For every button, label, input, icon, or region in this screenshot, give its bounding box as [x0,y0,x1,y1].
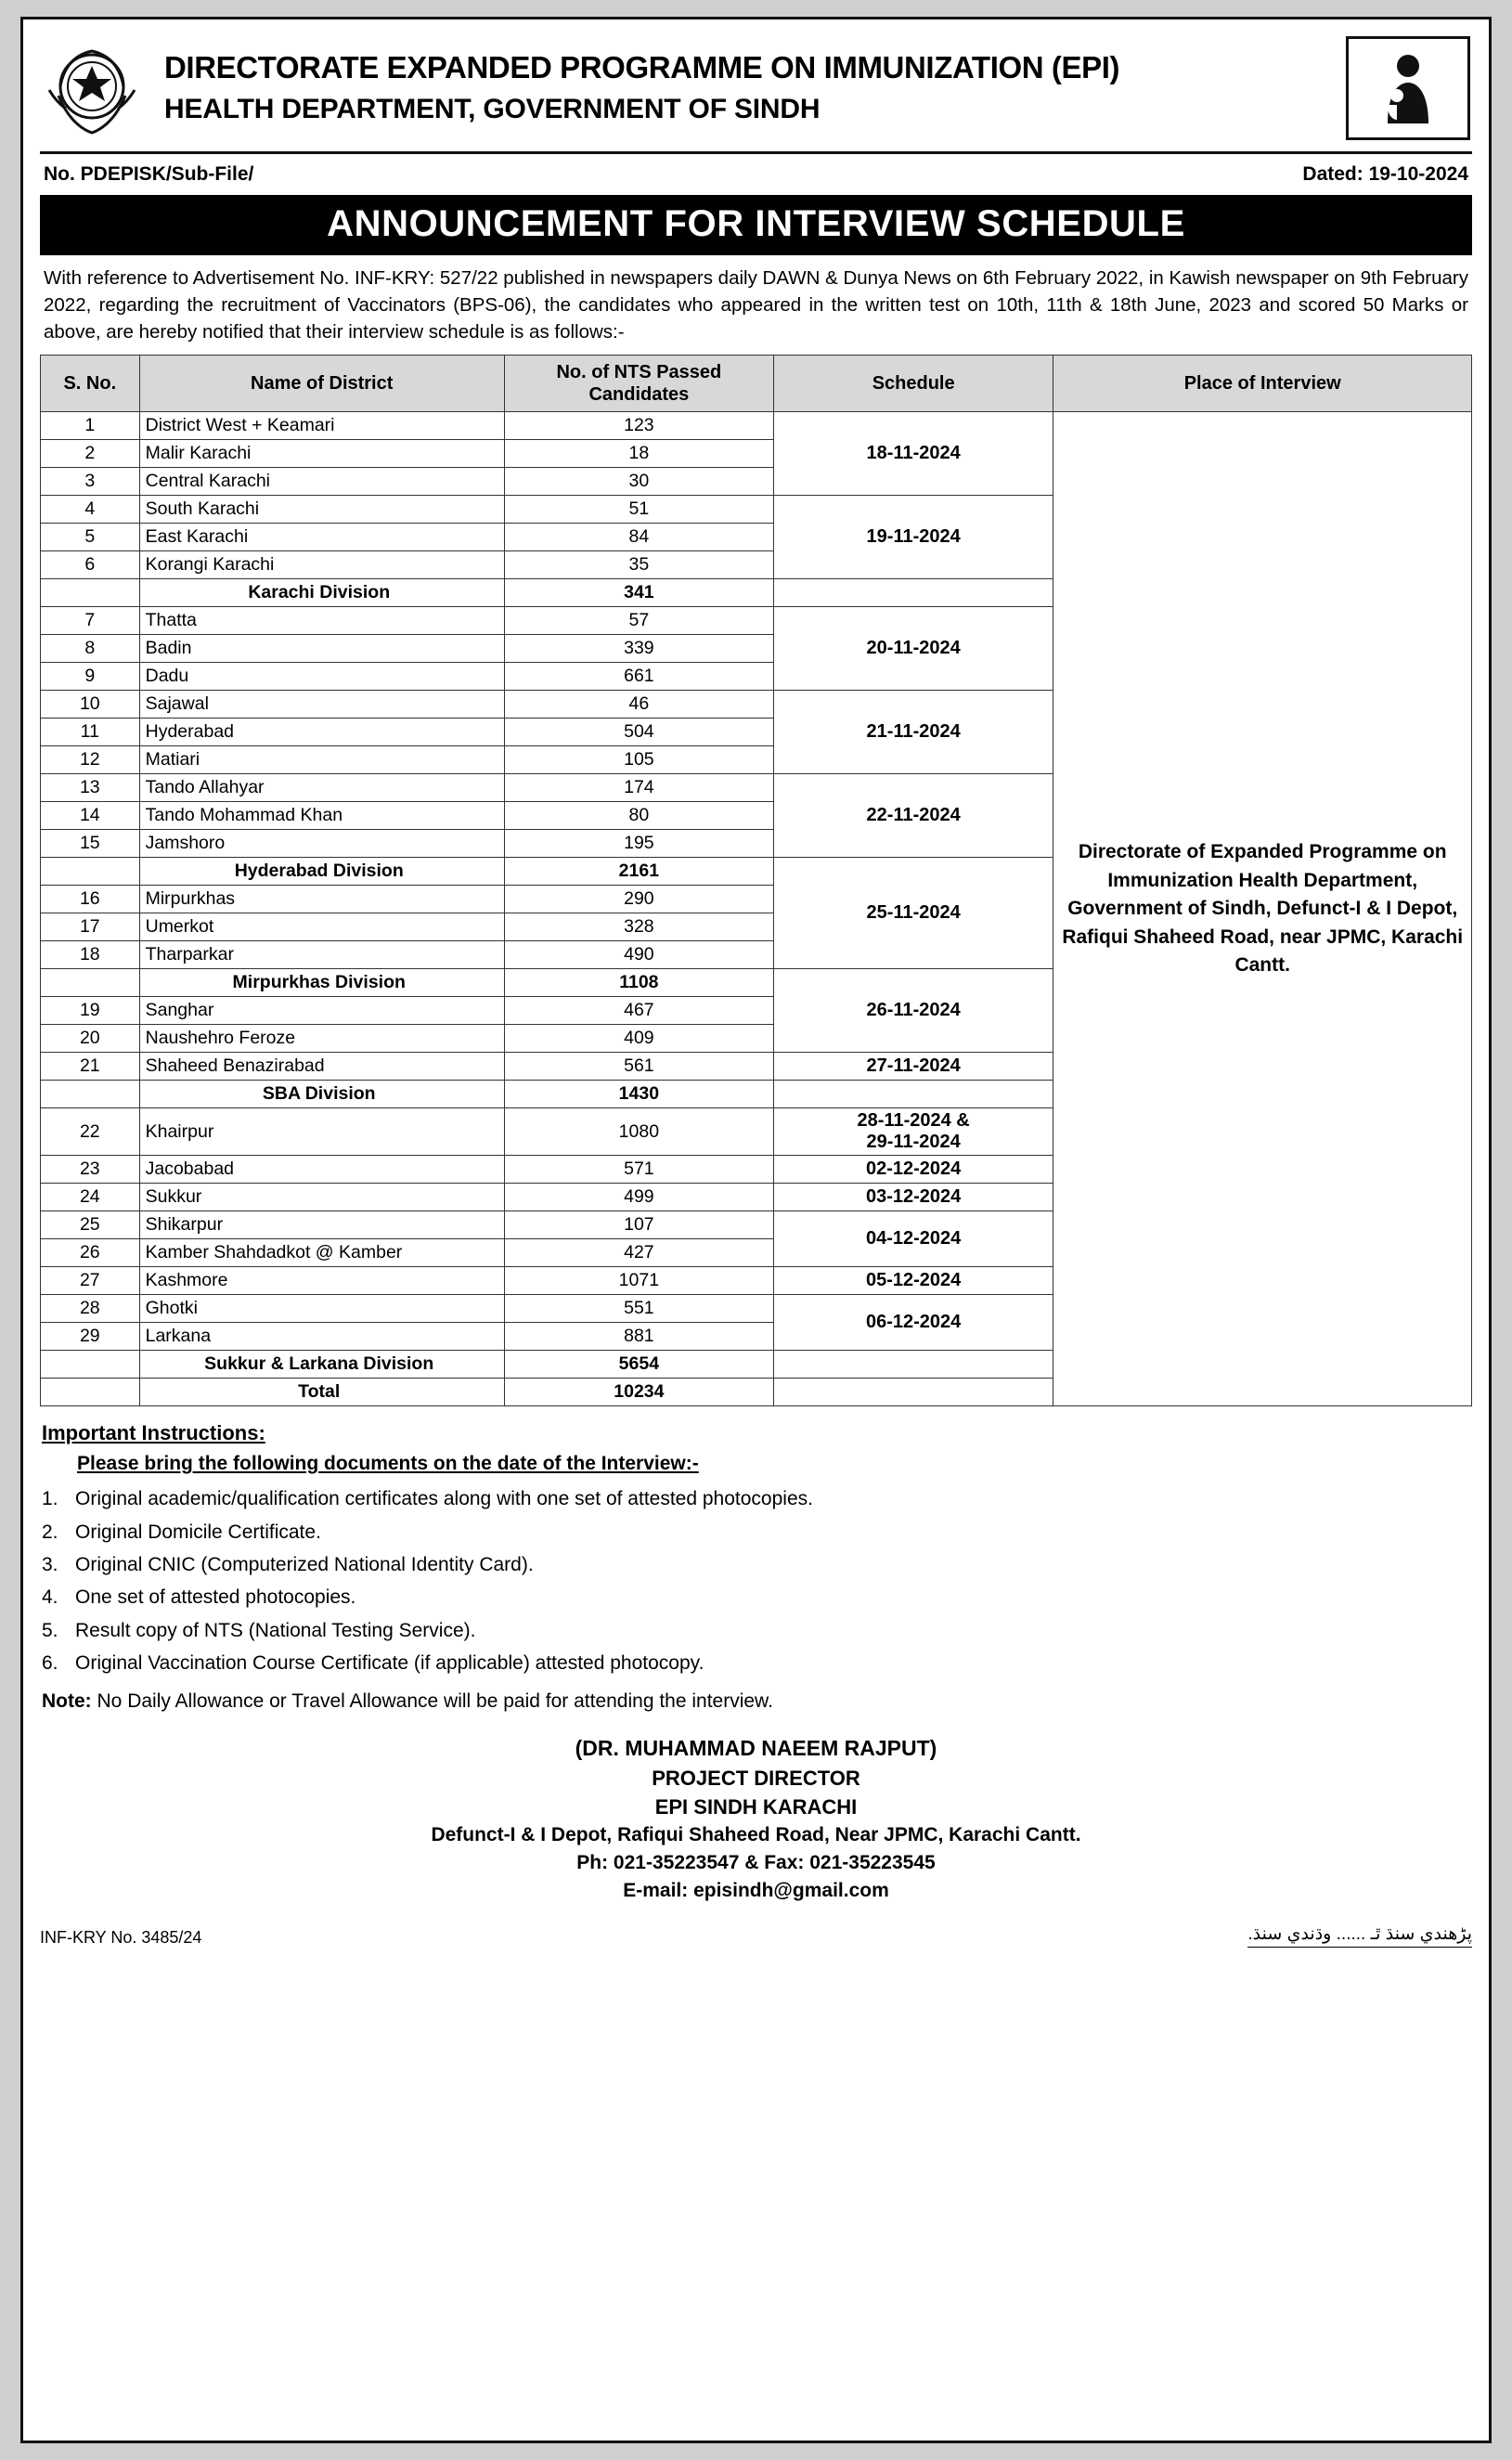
instructions-list [42,1482,1472,1679]
cell-sno: 23 [41,1156,140,1184]
cell-candidates: 2161 [504,858,773,886]
cell-district: Malir Karachi [139,440,504,468]
cell-sno: 19 [41,997,140,1025]
cell-candidates: 35 [504,551,773,579]
cell-sno [41,1081,140,1108]
cell-candidates: 341 [504,579,773,607]
cell-district: Kamber Shahdadkot @ Kamber [139,1239,504,1267]
document-header [40,32,1472,149]
cell-district: Badin [139,635,504,663]
cell-sno [41,858,140,886]
cell-district: Jamshoro [139,830,504,858]
instruction-item [42,1516,1472,1548]
instructions-title: Important Instructions: [42,1421,265,1445]
instruction-item [42,1548,1472,1581]
instruction-text: Original Domicile Certificate. [75,1521,321,1543]
reference-line [40,154,1472,195]
instruction-text: Original Vaccination Course Certificate (if applicable) attested photocopy. [75,1651,704,1674]
department-name: HEALTH DEPARTMENT, GOVERNMENT OF SINDH [164,93,821,124]
cell-sno [41,969,140,997]
instruction-number: 6. [42,1651,58,1674]
cell-candidates: 123 [504,412,773,440]
note-text: No Daily Allowance or Travel Allowance will be paid for attending the interview. [97,1690,773,1713]
cell-sno: 27 [41,1267,140,1295]
signatory-office: EPI SINDH KARACHI [654,1795,858,1819]
col-sno: S. No. [41,356,140,412]
signatory-phone: Ph: 021-35223547 & Fax: 021-35223545 [576,1852,936,1874]
signatory-email: E-mail: episindh@gmail.com [623,1879,889,1901]
cell-sno: 5 [41,524,140,551]
cell-district: Mirpurkhas Division [139,969,504,997]
cell-sno: 25 [41,1211,140,1239]
cell-schedule [773,1351,1053,1379]
instruction-number: 4. [42,1586,58,1609]
cell-district: Naushehro Feroze [139,1025,504,1053]
cell-sno: 17 [41,913,140,941]
instruction-number: 5. [42,1619,58,1641]
cell-candidates: 107 [504,1211,773,1239]
cell-schedule [773,1379,1053,1406]
cell-sno: 4 [41,496,140,524]
cell-candidates: 290 [504,886,773,913]
cell-district: Ghotki [139,1295,504,1323]
cell-candidates: 174 [504,774,773,802]
table-row [41,412,1472,440]
cell-district: Sanghar [139,997,504,1025]
cell-candidates: 105 [504,746,773,774]
cell-district: Sukkur [139,1184,504,1211]
signatory-designation: PROJECT DIRECTOR [652,1766,860,1790]
instruction-item [42,1647,1472,1679]
cell-district: Hyderabad [139,719,504,746]
instruction-text: Result copy of NTS (National Testing Service). [75,1619,476,1641]
instruction-text: One set of attested photocopies. [75,1586,356,1609]
cell-sno: 16 [41,886,140,913]
instructions-note [42,1690,1472,1713]
cell-candidates: 57 [504,607,773,635]
cell-district: Tando Allahyar [139,774,504,802]
urdu-slogan: پڑھندي سنڌ ٿـ ...... وڌندي سنڌ. [1247,1923,1472,1948]
cell-candidates: 46 [504,691,773,719]
cell-district: Tharparkar [139,941,504,969]
cell-schedule: 03-12-2024 [773,1184,1053,1211]
signatory-address: Defunct-I & I Depot, Rafiqui Shaheed Road, Near JPMC, Karachi Cantt. [431,1824,1081,1846]
col-schedule: Schedule [773,356,1053,412]
cell-sno: 22 [41,1108,140,1156]
cell-schedule: 26-11-2024 [773,969,1053,1053]
cell-candidates: 80 [504,802,773,830]
signature-block [40,1733,1472,1905]
cell-district: Khairpur [139,1108,504,1156]
cell-candidates: 328 [504,913,773,941]
cell-district: SBA Division [139,1081,504,1108]
cell-district: Shikarpur [139,1211,504,1239]
cell-schedule [773,579,1053,607]
intro-paragraph: With reference to Advertisement No. INF-KRY: 527/22 published in newspapers daily DAWN & Dunya News on 6th February 2022, in Kawish newspaper on 9th February 2022, regarding the recruitment of Vaccinators (BPS-06), the candidates who appeared in the written test on 10th, 11th & 18th June, 2023 and scored 50 Marks or above, are hereby notified that their interview schedule is as follows:- [44,267,1468,343]
cell-place-of-interview: Directorate of Expanded Programme on Immunization Health Department, Government of Sindh, Defunct-I & I Depot, Rafiqui Shaheed Road, near JPMC, Karachi Cantt. [1053,412,1472,1406]
instruction-item [42,1581,1472,1613]
cell-district: Total [139,1379,504,1406]
cell-sno: 1 [41,412,140,440]
cell-schedule: 02-12-2024 [773,1156,1053,1184]
cell-district: Dadu [139,663,504,691]
cell-sno: 28 [41,1295,140,1323]
col-place: Place of Interview [1053,356,1472,412]
cell-district: Larkana [139,1323,504,1351]
cell-district: Kashmore [139,1267,504,1295]
cell-schedule: 04-12-2024 [773,1211,1053,1267]
cell-sno: 20 [41,1025,140,1053]
cell-schedule: 19-11-2024 [773,496,1053,579]
table-header-row [41,356,1472,412]
cell-sno: 14 [41,802,140,830]
cell-candidates: 467 [504,997,773,1025]
cell-sno [41,1379,140,1406]
table-head [41,356,1472,412]
cell-sno: 13 [41,774,140,802]
instruction-text: Original CNIC (Computerized National Identity Card). [75,1553,534,1575]
cell-candidates: 84 [504,524,773,551]
cell-sno: 24 [41,1184,140,1211]
col-candidates: No. of NTS Passed Candidates [504,356,773,412]
signatory-name: (DR. MUHAMMAD NAEEM RAJPUT) [575,1736,937,1761]
cell-sno: 18 [41,941,140,969]
cell-candidates: 339 [504,635,773,663]
inf-number: INF-KRY No. 3485/24 [40,1927,202,1947]
cell-sno: 21 [41,1053,140,1081]
interview-schedule-table [40,355,1472,1406]
cell-candidates: 504 [504,719,773,746]
cell-district: East Karachi [139,524,504,551]
cell-candidates: 10234 [504,1379,773,1406]
cell-sno: 6 [41,551,140,579]
cell-district: Korangi Karachi [139,551,504,579]
table-body [41,412,1472,1406]
cell-district: Mirpurkhas [139,886,504,913]
cell-sno: 10 [41,691,140,719]
cell-candidates: 561 [504,1053,773,1081]
cell-schedule: 20-11-2024 [773,607,1053,691]
note-label: Note: [42,1690,92,1713]
cell-candidates: 1071 [504,1267,773,1295]
cell-schedule: 22-11-2024 [773,774,1053,858]
cell-schedule: 27-11-2024 [773,1053,1053,1081]
cell-sno: 29 [41,1323,140,1351]
dated-label: Dated: 19-10-2024 [1302,163,1468,185]
cell-schedule [773,1081,1053,1108]
cell-candidates: 881 [504,1323,773,1351]
cell-candidates: 195 [504,830,773,858]
mother-and-child-immunization-icon [1346,36,1470,140]
header-titles [157,50,1331,126]
instruction-number: 2. [42,1521,58,1543]
instructions-subtitle: Please bring the following documents on the date of the Interview:- [77,1453,699,1475]
cell-sno: 26 [41,1239,140,1267]
instruction-item [42,1482,1472,1515]
cell-sno: 7 [41,607,140,635]
cell-district: Umerkot [139,913,504,941]
cell-candidates: 551 [504,1295,773,1323]
cell-candidates: 1080 [504,1108,773,1156]
cell-district: Sukkur & Larkana Division [139,1351,504,1379]
cell-candidates: 51 [504,496,773,524]
document-footer [40,1923,1472,1948]
col-district: Name of District [139,356,504,412]
cell-schedule: 18-11-2024 [773,412,1053,496]
instruction-number: 3. [42,1553,58,1575]
cell-candidates: 1430 [504,1081,773,1108]
instruction-number: 1. [42,1488,58,1510]
cell-schedule: 25-11-2024 [773,858,1053,969]
cell-district: Shaheed Benazirabad [139,1053,504,1081]
file-number: No. PDEPISK/Sub-File/ [44,163,254,185]
notice-sheet [20,17,1492,2443]
cell-district: Matiari [139,746,504,774]
cell-candidates: 490 [504,941,773,969]
cell-schedule: 28-11-2024 & 29-11-2024 [773,1108,1053,1156]
cell-district: District West + Keamari [139,412,504,440]
cell-schedule: 06-12-2024 [773,1295,1053,1351]
organization-name: DIRECTORATE EXPANDED PROGRAMME ON IMMUNIZATION (EPI) [164,50,1120,85]
cell-sno: 12 [41,746,140,774]
government-crest-icon [42,38,142,138]
cell-candidates: 571 [504,1156,773,1184]
cell-sno: 2 [41,440,140,468]
cell-sno [41,1351,140,1379]
cell-district: Tando Mohammad Khan [139,802,504,830]
cell-schedule: 05-12-2024 [773,1267,1053,1295]
cell-candidates: 661 [504,663,773,691]
instruction-text: Original academic/qualification certificates along with one set of attested photocopies. [75,1488,813,1510]
cell-candidates: 18 [504,440,773,468]
cell-sno: 11 [41,719,140,746]
cell-sno [41,579,140,607]
cell-schedule: 21-11-2024 [773,691,1053,774]
cell-district: Central Karachi [139,468,504,496]
instruction-item [42,1614,1472,1647]
cell-district: Hyderabad Division [139,858,504,886]
cell-sno: 9 [41,663,140,691]
cell-candidates: 30 [504,468,773,496]
announcement-banner: ANNOUNCEMENT FOR INTERVIEW SCHEDULE [40,195,1472,255]
cell-candidates: 5654 [504,1351,773,1379]
cell-district: Karachi Division [139,579,504,607]
cell-district: Thatta [139,607,504,635]
cell-candidates: 1108 [504,969,773,997]
cell-candidates: 409 [504,1025,773,1053]
cell-sno: 3 [41,468,140,496]
cell-district: Sajawal [139,691,504,719]
cell-candidates: 499 [504,1184,773,1211]
cell-candidates: 427 [504,1239,773,1267]
cell-sno: 8 [41,635,140,663]
cell-district: Jacobabad [139,1156,504,1184]
cell-district: South Karachi [139,496,504,524]
cell-sno: 15 [41,830,140,858]
